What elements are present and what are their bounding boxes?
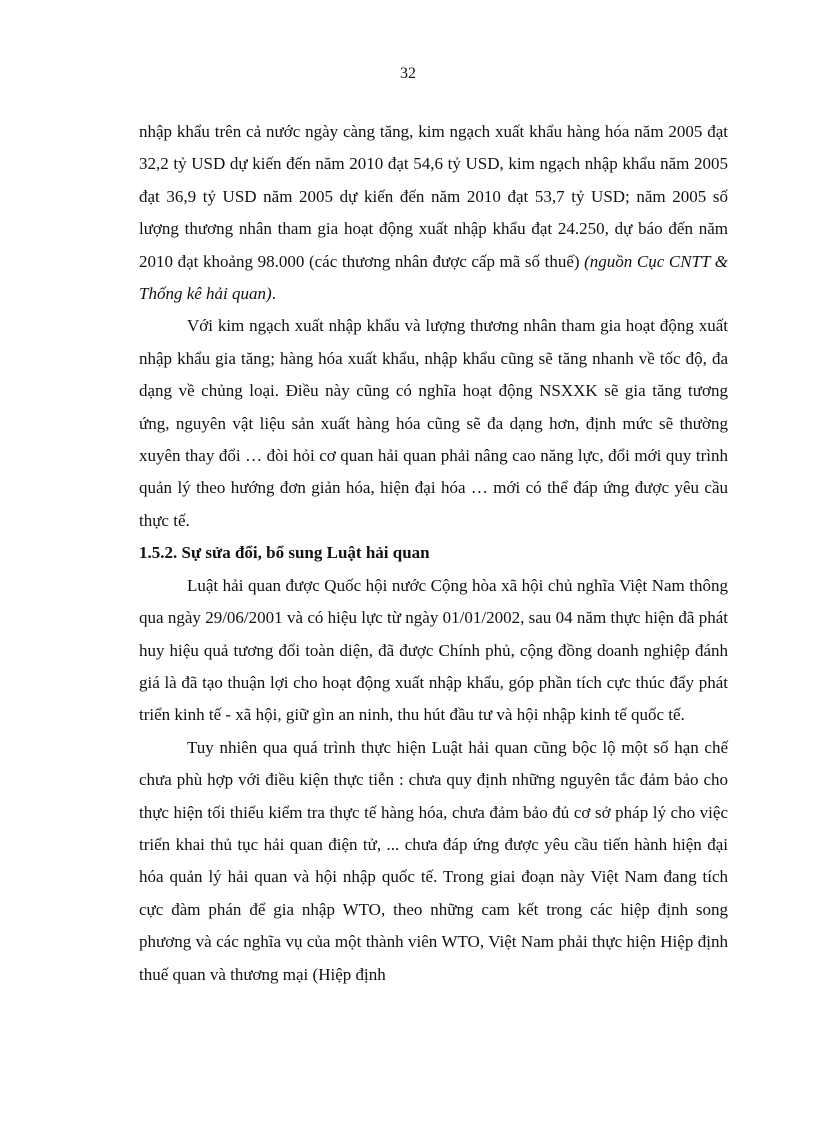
paragraph-growth-implications: Với kim ngạch xuất nhập khẩu và lượng thương nhân tham gia hoạt động xuất nhập khẩu gia tăng; hàng hóa xuất khẩu, nhập khẩu cũng sẽ tăng nhanh về tốc độ, đa dạng về chủng loại. Điều này cũng có nghĩa hoạt động NSXXK sẽ gia tăng tương ứng, nguyên vật liệu sản xuất hàng hóa cũng sẽ đa dạng hơn, định mức sẽ thường xuyên thay đổi … đòi hỏi cơ quan hải quan phải nâng cao năng lực, đổi mới quy trình quản lý theo hướng đơn giản hóa, hiện đại hóa … mới có thể đáp ứng được yêu cầu thực tế.	[139, 316, 728, 530]
source-citation: (nguồn Cục CNTT & Thống kê hải quan)	[139, 251, 728, 304]
section-heading: 1.5.2. Sự sửa đổi, bổ sung Luật hải quan	[139, 543, 430, 563]
paragraph-text: nhập khẩu trên cả nước ngày càng tăng, kim ngạch xuất khẩu hàng hóa năm 2005 đạt 32,2 tỷ USD dự kiến đến năm 2010 đạt 54,6 tỷ USD, kim ngạch nhập khẩu năm 2005 đạt 36,9 tỷ USD năm 2005 dự kiến đến năm 2010 đạt 53,7 tỷ USD; năm 2005 số lượng thương nhân tham gia hoạt động xuất nhập khẩu đạt 24.250, dự báo đến năm 2010 đạt khoảng 98.000 (các thương nhân được cấp mã số thuế)	[139, 122, 728, 271]
document-body	[139, 116, 728, 991]
page-number: 32	[400, 65, 416, 82]
paragraph-customs-law: Luật hải quan được Quốc hội nước Cộng hòa xã hội chủ nghĩa Việt Nam thông qua ngày 29/06/2001 và có hiệu lực từ ngày 01/01/2002, sau 04 năm thực hiện đã phát huy hiệu quả tương đối toàn diện, đã được Chính phủ, cộng đồng doanh nghiệp đánh giá là đã tạo thuận lợi cho hoạt động xuất nhập khẩu, góp phần tích cực thúc đẩy phát triển kinh tế - xã hội, giữ gìn an ninh, thu hút đầu tư và hội nhập kinh tế quốc tế.	[139, 575, 728, 725]
paragraph-import-export-stats	[139, 116, 728, 310]
paragraph-limitations: Tuy nhiên qua quá trình thực hiện Luật hải quan cũng bộc lộ một số hạn chế chưa phù hợp với điều kiện thực tiễn : chưa quy định những nguyên tắc đảm bảo cho thực hiện tối thiểu kiểm tra thực tế hàng hóa, chưa đảm bảo đủ cơ sở pháp lý cho việc triển khai thủ tục hải quan điện tử, ... chưa đáp ứng được yêu cầu tiến hành hiện đại hóa quản lý hải quan và hội nhập quốc tế. Trong giai đoạn này Việt Nam đang tích cực đàm phán để gia nhập WTO, theo những cam kết trong các hiệp định song phương và các nghĩa vụ của một thành viên WTO, Việt Nam phải thực hiện Hiệp định thuế quan và thương mại (Hiệp định	[139, 737, 728, 984]
paragraph-end: .	[271, 284, 276, 304]
